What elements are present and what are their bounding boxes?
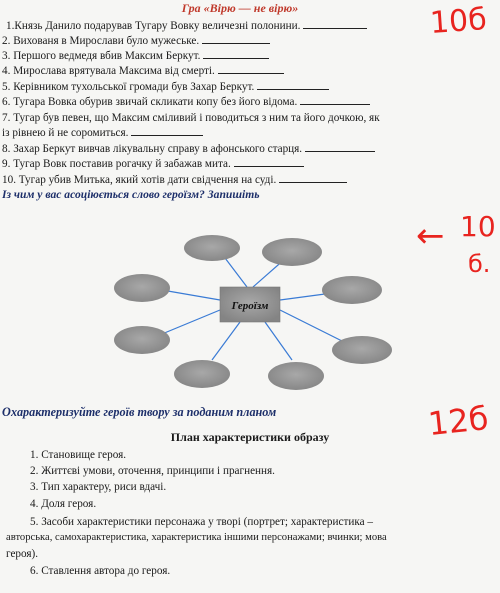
answer-blank[interactable] <box>300 95 370 105</box>
question-number: 5. <box>2 81 11 93</box>
cluster-oval[interactable] <box>184 235 240 261</box>
cluster-oval[interactable] <box>114 326 170 354</box>
question-text: Захар Беркут вивчав лікувальну справу в афонського старця. <box>13 143 303 155</box>
plan-item-5-continued: авторська, самохарактеристика, характеристика іншими персонажами; вчинки; мова <box>6 532 387 543</box>
question-number: 8. <box>2 143 11 155</box>
handwritten-score-2: 10 <box>460 210 496 243</box>
heroism-cluster-diagram <box>100 232 400 402</box>
answer-blank[interactable] <box>279 173 347 183</box>
answer-blank[interactable] <box>203 49 269 59</box>
answer-blank[interactable] <box>305 142 375 152</box>
question-text: Вихованя в Мирослави було мужеське. <box>13 35 200 47</box>
question-number: 3. <box>2 50 11 62</box>
plan-item-2: 2. Життєві умови, оточення, принципи і прагнення. <box>30 465 275 477</box>
question-7-continued <box>2 126 203 140</box>
cluster-oval[interactable] <box>322 276 382 304</box>
plan-item-4: 4. Доля героя. <box>30 498 97 510</box>
task-plan: Охарактеризуйте героїв твору за поданим планом <box>2 405 277 419</box>
question-8 <box>2 142 375 156</box>
question-number: 7. <box>2 112 11 124</box>
question-4 <box>2 64 284 78</box>
handwritten-arrow: ← <box>416 216 445 256</box>
cluster-oval[interactable] <box>114 274 170 302</box>
task-heroism: Із чим у вас асоціюється слово героїзм? Запишіть <box>2 188 260 201</box>
plan-item-5: 5. Засоби характеристики персонажа у творі (портрет; характеристика – <box>30 516 373 528</box>
plan-item-1: 1. Становище героя. <box>30 449 127 461</box>
plan-item-3: 3. Тип характеру, риси вдачі. <box>30 481 167 493</box>
question-text: Мирослава врятувала Максима від смерті. <box>13 65 215 77</box>
question-3 <box>2 49 269 63</box>
question-number: 10. <box>2 174 16 186</box>
question-text: Князь Данило подарував Тугару Вовку величезні полонини. <box>14 20 301 32</box>
answer-blank[interactable] <box>234 157 304 167</box>
answer-blank[interactable] <box>202 34 270 44</box>
handwritten-score-1: 10б <box>428 2 488 41</box>
cluster-center-label: Героїзм <box>231 300 269 312</box>
question-10 <box>2 173 347 187</box>
handwritten-score-3: 12б <box>426 398 491 444</box>
question-text: Тугар був певен, що Максим сміливий і поводиться з ним та його дочкою, як <box>13 112 380 124</box>
answer-blank[interactable] <box>303 19 367 29</box>
game-title: Гра «Вірю — не вірю» <box>181 1 299 15</box>
question-2 <box>2 34 270 48</box>
cluster-oval[interactable] <box>332 336 392 364</box>
question-number: 9. <box>2 158 11 170</box>
question-number: 6. <box>2 96 11 108</box>
question-number: 2. <box>2 35 11 47</box>
answer-blank[interactable] <box>257 80 329 90</box>
question-text: Керівником тухольської громади був Захар Беркут. <box>13 81 255 93</box>
question-text: Тугара Вовка обурив звичай скликати копу без його відома. <box>13 96 298 108</box>
plan-item-6: 6. Ставлення автора до героя. <box>30 565 171 577</box>
plan-item-5-end: героя). <box>6 548 39 560</box>
cluster-oval[interactable] <box>262 238 322 266</box>
question-1 <box>6 19 367 33</box>
question-7 <box>2 111 380 125</box>
cluster-oval[interactable] <box>174 360 230 388</box>
question-text: Тугар Вовк поставив рогачку й забажав мита. <box>13 158 231 170</box>
handwritten-score-2-unit: б. <box>468 250 491 278</box>
answer-blank[interactable] <box>131 126 203 136</box>
question-number: 4. <box>2 65 11 77</box>
question-number: 1. <box>6 20 15 32</box>
question-6 <box>2 95 370 109</box>
question-text: Тугар убив Митька, який хотів дати свідчення на суді. <box>18 174 277 186</box>
cluster-oval[interactable] <box>268 362 324 390</box>
answer-blank[interactable] <box>218 64 284 74</box>
question-text: Першого ведмедя вбив Максим Беркут. <box>13 50 201 62</box>
plan-title: План характеристики образу <box>170 430 330 444</box>
question-9 <box>2 157 304 171</box>
question-5 <box>2 80 329 94</box>
question-text: із рівнею й не соромиться. <box>2 127 129 139</box>
